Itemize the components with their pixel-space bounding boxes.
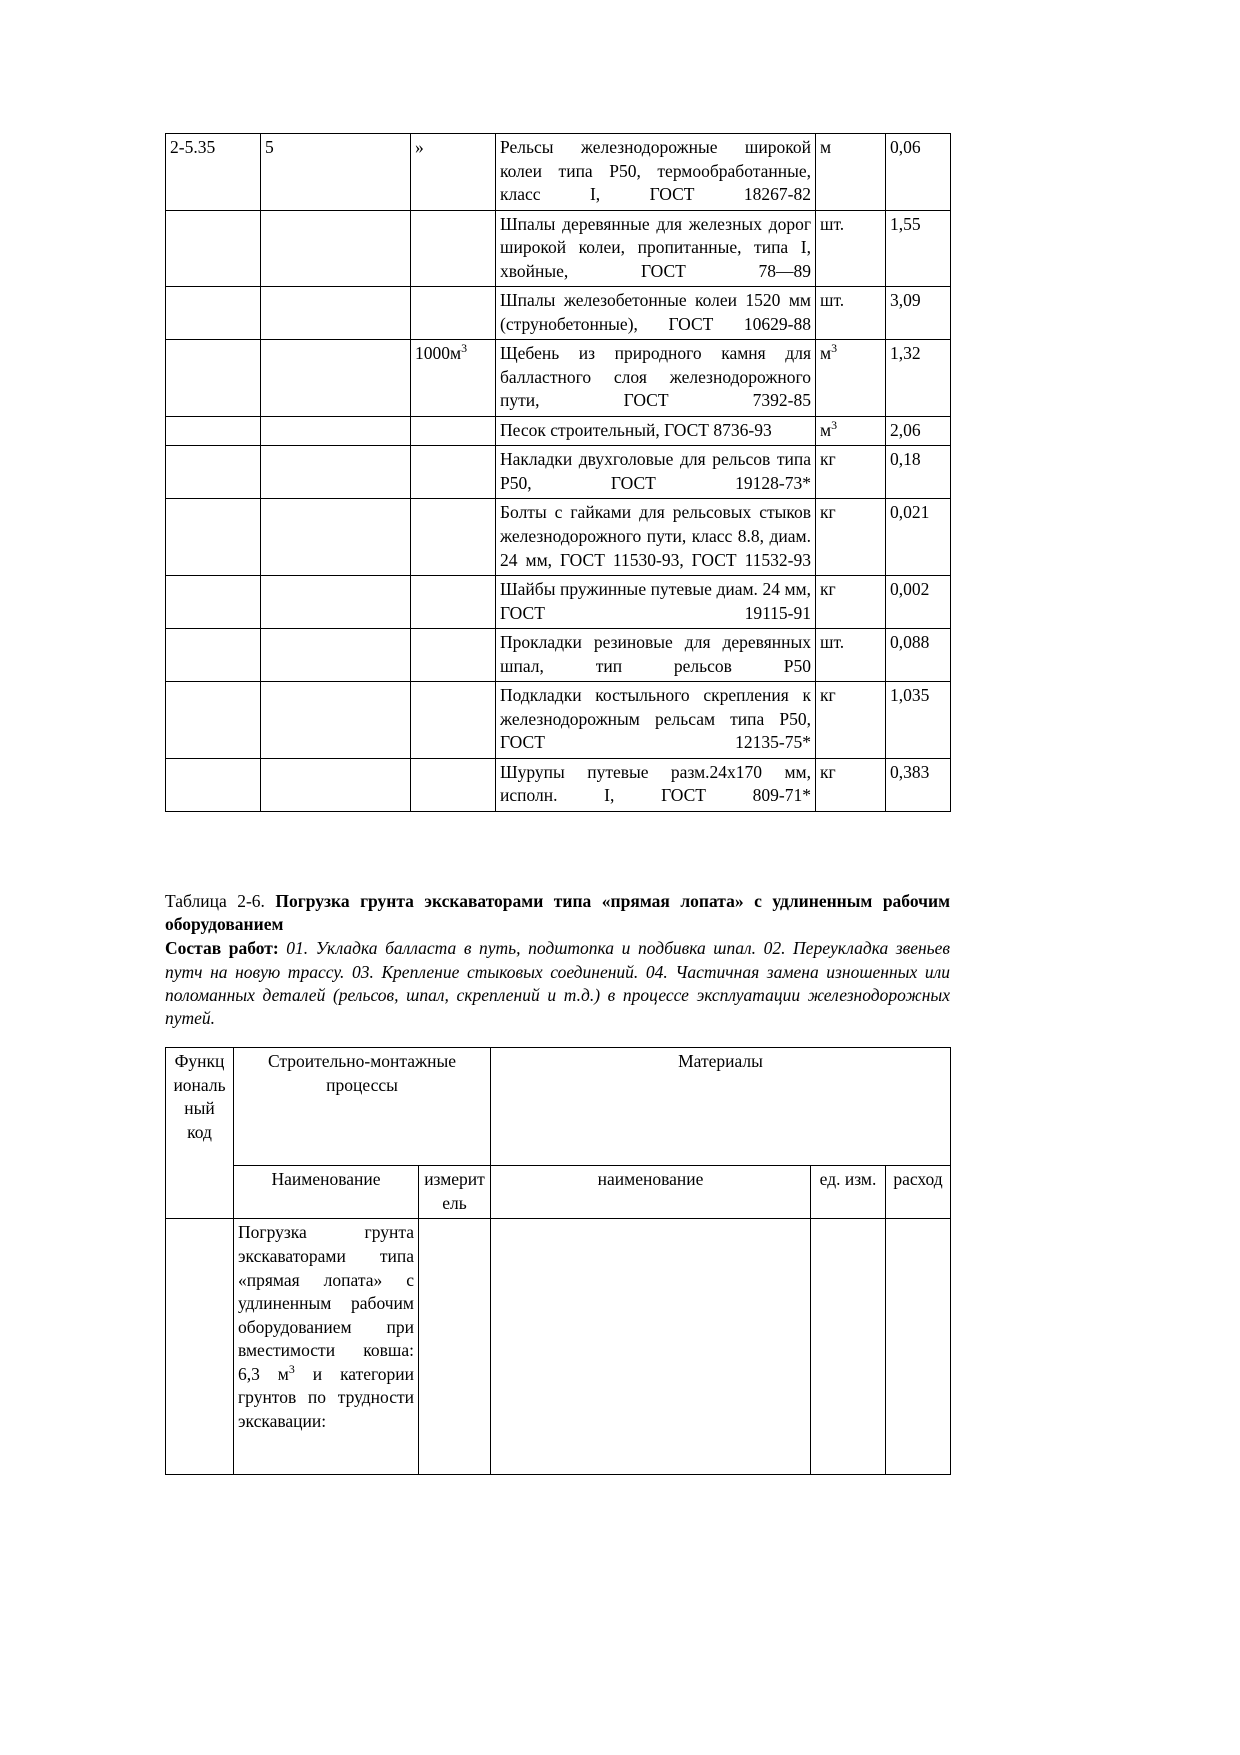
cell-material-name: Подкладки костыльного скрепления к железнодорожным рельсам типа Р50, ГОСТ 12135-75* xyxy=(496,682,816,759)
works-text: 01. Укладка балласта в путь, подштопка и подбивка шпал. 02. Переукладка звеньев путч на новую трассу. 03. Крепление стыковых соединений. 04. Частичная замена изношенных или поломанных деталей (рельсов, шпал, скреплений и т.д.) в процессе эксплуатации железнодорожных путей. xyxy=(165,938,950,1029)
cell-rate: 0,383 xyxy=(886,758,951,811)
table-row xyxy=(166,134,951,211)
cell-material-unit xyxy=(811,1219,886,1475)
meter-superscript: 3 xyxy=(461,341,468,356)
page-content xyxy=(165,133,950,1475)
unit-value: м xyxy=(820,343,832,364)
cell-unit: шт. xyxy=(816,210,886,287)
header-process-meter xyxy=(419,1166,491,1219)
cell-material-name: Шурупы путевые разм.24х170 мм, исполн. I, ГОСТ 809-71* xyxy=(496,758,816,811)
cell-number xyxy=(261,758,411,811)
cell-rate: 2,06 xyxy=(886,416,951,446)
cell-meter xyxy=(411,576,496,629)
cell-rate: 0,088 xyxy=(886,629,951,682)
cell-unit: кг xyxy=(816,758,886,811)
table-row xyxy=(166,758,951,811)
cell-process-meter xyxy=(419,1219,491,1475)
table-row xyxy=(166,1219,951,1475)
table-header-row xyxy=(166,1048,951,1166)
cell-number xyxy=(261,576,411,629)
cell-number xyxy=(261,210,411,287)
cell-material-name: Накладки двухголовые для рельсов типа Р50, ГОСТ 19128-73* xyxy=(496,446,816,499)
process-text-tail: и категории грунтов по трудности экскавации: xyxy=(238,1363,415,1431)
table-caption xyxy=(165,890,950,936)
cell-rate: 0,06 xyxy=(886,134,951,211)
cell-material-name: Болты с гайками для рельсовых стыков железнодорожного пути, класс 8.8, диам. 24 мм, ГОСТ 11530-93, ГОСТ 11532-93 xyxy=(496,499,816,576)
cell-material-name: Прокладки резиновые для деревянных шпал, тип рельсов Р50 xyxy=(496,629,816,682)
cell-code xyxy=(166,629,261,682)
cell-code xyxy=(166,499,261,576)
pre-table-spacer xyxy=(165,1030,950,1047)
cell-material-name xyxy=(491,1219,811,1475)
works-composition xyxy=(165,937,950,1030)
table-row xyxy=(166,446,951,499)
header-functional-code xyxy=(166,1048,234,1219)
cell-code xyxy=(166,416,261,446)
cell-code xyxy=(166,576,261,629)
cell-number xyxy=(261,499,411,576)
header-material-name: наименование xyxy=(491,1166,811,1219)
cell-unit: кг xyxy=(816,446,886,499)
table-row xyxy=(166,629,951,682)
cell-number xyxy=(261,416,411,446)
cell-functional-code xyxy=(166,1219,234,1475)
works-label: Состав работ: xyxy=(165,938,279,959)
cell-unit: кг xyxy=(816,576,886,629)
unit-superscript: 3 xyxy=(831,341,838,356)
cell-meter xyxy=(411,682,496,759)
cell-unit: м xyxy=(816,134,886,211)
header-group-processes: Строительно-монтажные процессы xyxy=(234,1048,491,1166)
cell-meter xyxy=(411,210,496,287)
cell-meter: » xyxy=(411,134,496,211)
cell-unit: шт. xyxy=(816,629,886,682)
cell-material-name: Песок строительный, ГОСТ 8736-93 xyxy=(496,416,816,446)
header-line: ный xyxy=(184,1098,215,1119)
cell-unit: кг xyxy=(816,499,886,576)
cell-code xyxy=(166,446,261,499)
unit-value: м xyxy=(820,419,832,440)
caption-title: Погрузка грунта экскаваторами типа «прямая лопата» с удлиненным рабочим оборудованием xyxy=(165,890,950,934)
process-text: Погрузка грунта экскаваторами типа «прямая лопата» с удлиненным рабочим оборудованием при вместимости ковша: 6,3 м xyxy=(238,1222,414,1384)
header-material-rate: расход xyxy=(886,1166,951,1219)
cell-number xyxy=(261,682,411,759)
process-superscript: 3 xyxy=(288,1361,295,1376)
cell-unit: кг xyxy=(816,682,886,759)
cell-number xyxy=(261,287,411,340)
cell-number xyxy=(261,629,411,682)
works-materials-table xyxy=(165,1047,951,1475)
cell-meter xyxy=(411,340,496,417)
cell-material-name: Рельсы железнодорожные широкой колеи типа Р50, термообработанные, класс I, ГОСТ 18267-82 xyxy=(496,134,816,211)
cell-meter xyxy=(411,629,496,682)
header-process-name: Наименование xyxy=(234,1166,419,1219)
cell-material-rate xyxy=(886,1219,951,1475)
caption-line xyxy=(165,890,950,936)
cell-number xyxy=(261,340,411,417)
cell-unit: шт. xyxy=(816,287,886,340)
cell-number: 5 xyxy=(261,134,411,211)
cell-material-name: Щебень из природного камня для балластного слоя железнодорожного пути, ГОСТ 7392-85 xyxy=(496,340,816,417)
cell-code: 2-5.35 xyxy=(166,134,261,211)
table-row xyxy=(166,210,951,287)
cell-rate: 1,035 xyxy=(886,682,951,759)
header-line: код xyxy=(187,1121,212,1142)
cell-rate: 1,55 xyxy=(886,210,951,287)
cell-material-name: Шпалы деревянные для железных дорог широкой колеи, пропитанные, типа I, хвойные, ГОСТ 78—89 xyxy=(496,210,816,287)
table-row xyxy=(166,576,951,629)
cell-rate: 3,09 xyxy=(886,287,951,340)
materials-table xyxy=(165,133,951,812)
cell-rate: 0,021 xyxy=(886,499,951,576)
header-line: Функц xyxy=(174,1051,225,1072)
cell-code xyxy=(166,682,261,759)
cell-code xyxy=(166,287,261,340)
table-row xyxy=(166,499,951,576)
cell-meter xyxy=(411,416,496,446)
header-material-unit: ед. изм. xyxy=(811,1166,886,1219)
cell-meter xyxy=(411,758,496,811)
section-gap xyxy=(165,812,950,890)
unit-superscript: 3 xyxy=(831,418,838,433)
caption-prefix: Таблица 2-6. xyxy=(165,890,265,911)
table-row xyxy=(166,416,951,446)
cell-number xyxy=(261,446,411,499)
header-line: иональ xyxy=(173,1074,226,1095)
header-group-materials: Материалы xyxy=(491,1048,951,1166)
cell-rate: 1,32 xyxy=(886,340,951,417)
header-line: измерит xyxy=(424,1169,485,1190)
cell-code xyxy=(166,210,261,287)
cell-unit xyxy=(816,416,886,446)
cell-meter xyxy=(411,499,496,576)
cell-rate: 0,002 xyxy=(886,576,951,629)
cell-unit xyxy=(816,340,886,417)
table-row xyxy=(166,340,951,417)
cell-material-name: Шпалы железобетонные колеи 1520 мм (струнобетонные), ГОСТ 10629-88 xyxy=(496,287,816,340)
table-subheader-row xyxy=(166,1166,951,1219)
cell-meter xyxy=(411,446,496,499)
cell-material-name: Шайбы пружинные путевые диам. 24 мм, ГОСТ 19115-91 xyxy=(496,576,816,629)
table-row xyxy=(166,682,951,759)
meter-value: 1000м xyxy=(415,343,462,364)
cell-meter xyxy=(411,287,496,340)
cell-code xyxy=(166,340,261,417)
header-line: ель xyxy=(442,1192,467,1213)
cell-process-name xyxy=(234,1219,419,1475)
cell-code xyxy=(166,758,261,811)
cell-rate: 0,18 xyxy=(886,446,951,499)
table-row xyxy=(166,287,951,340)
